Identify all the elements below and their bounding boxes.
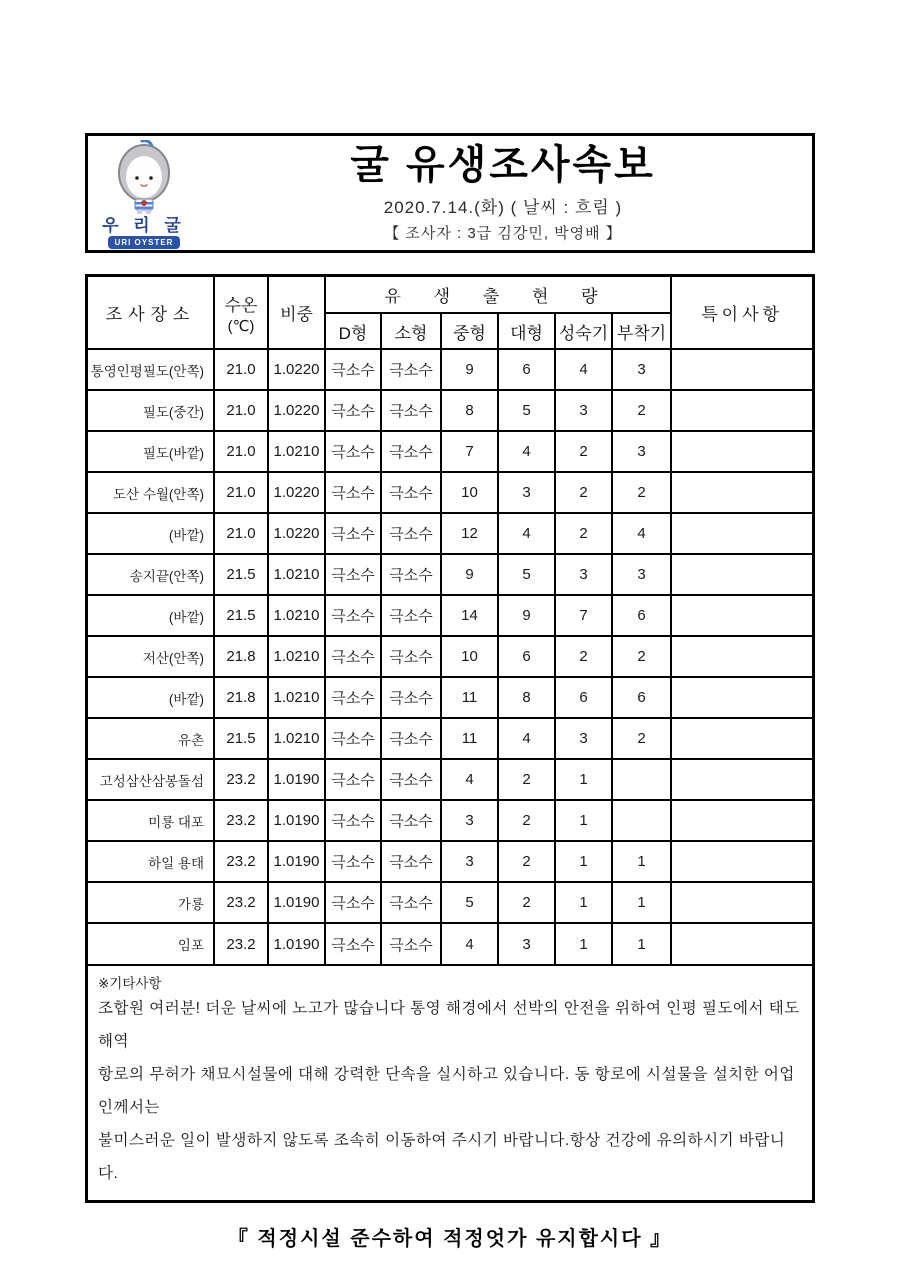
- location-cell: (바깥): [88, 513, 214, 554]
- stage-attach-cell: [612, 800, 671, 841]
- stage-header-d: D형: [325, 313, 381, 349]
- stage-small-cell: 극소수: [381, 636, 441, 677]
- stage-attach-cell: 1: [612, 923, 671, 964]
- location-cell: 하일 용태: [88, 841, 214, 882]
- larvae-group-header: [325, 277, 671, 313]
- table-row: [88, 841, 812, 882]
- report-title-block: [200, 136, 812, 250]
- location-cell: 필도(바깥): [88, 431, 214, 472]
- stage-mature-cell: 1: [555, 882, 612, 923]
- stage-mature-cell: 3: [555, 718, 612, 759]
- stage-large-cell: 3: [498, 472, 555, 513]
- temp-cell: 21.0: [214, 390, 268, 431]
- table-row: [88, 431, 812, 472]
- notes-cell: [671, 800, 812, 841]
- stage-d-cell: 극소수: [325, 431, 381, 472]
- temp-header-label: 수온: [224, 295, 258, 315]
- stage-d-cell: 극소수: [325, 636, 381, 677]
- stage-header-mature: 성숙기: [555, 313, 612, 349]
- stage-medium-cell: 7: [441, 431, 498, 472]
- temp-cell: 21.5: [214, 595, 268, 636]
- location-cell: 가룡: [88, 882, 214, 923]
- stage-d-cell: 극소수: [325, 800, 381, 841]
- table-row: [88, 554, 812, 595]
- stage-large-cell: 2: [498, 882, 555, 923]
- gravity-cell: 1.0220: [268, 390, 325, 431]
- gravity-cell: 1.0210: [268, 636, 325, 677]
- stage-attach-cell: 3: [612, 554, 671, 595]
- table-row: [88, 349, 812, 390]
- stage-header-medium: 중형: [441, 313, 498, 349]
- notes-cell: [671, 923, 812, 964]
- table-row: [88, 513, 812, 554]
- stage-medium-cell: 4: [441, 923, 498, 964]
- notes-line-3: 불미스러운 일이 발생하지 않도록 조속히 이동하여 주시기 바랍니다.항상 건강에 유의하시기 바랍니다.: [98, 1132, 786, 1182]
- stage-small-cell: 극소수: [381, 595, 441, 636]
- stage-large-cell: 3: [498, 923, 555, 964]
- stage-d-cell: 극소수: [325, 759, 381, 800]
- stage-large-cell: 6: [498, 349, 555, 390]
- notes-cell: [671, 595, 812, 636]
- stage-d-cell: 극소수: [325, 472, 381, 513]
- stage-attach-cell: 1: [612, 841, 671, 882]
- gravity-cell: 1.0220: [268, 349, 325, 390]
- stage-medium-cell: 3: [441, 841, 498, 882]
- location-header-label: 조사장소: [105, 305, 196, 324]
- temp-cell: 21.0: [214, 472, 268, 513]
- stage-medium-cell: 3: [441, 800, 498, 841]
- stage-d-cell: 극소수: [325, 595, 381, 636]
- notes-header: [671, 277, 812, 349]
- location-header: [88, 277, 214, 349]
- notes-cell: [671, 882, 812, 923]
- gravity-cell: 1.0210: [268, 554, 325, 595]
- stage-medium-cell: 8: [441, 390, 498, 431]
- temp-cell: 21.8: [214, 677, 268, 718]
- notes-cell: [671, 431, 812, 472]
- notes-cell: [671, 759, 812, 800]
- stage-large-cell: 2: [498, 759, 555, 800]
- stage-small-cell: 극소수: [381, 554, 441, 595]
- gravity-cell: 1.0220: [268, 513, 325, 554]
- temp-cell: 23.2: [214, 882, 268, 923]
- stage-mature-cell: 6: [555, 677, 612, 718]
- stage-attach-cell: 2: [612, 390, 671, 431]
- stage-mature-cell: 1: [555, 800, 612, 841]
- location-cell: 유촌: [88, 718, 214, 759]
- stage-large-cell: 4: [498, 431, 555, 472]
- temp-cell: 21.0: [214, 349, 268, 390]
- stage-medium-cell: 14: [441, 595, 498, 636]
- notes-cell: [671, 554, 812, 595]
- table-row: [88, 636, 812, 677]
- stage-d-cell: 극소수: [325, 349, 381, 390]
- stage-header-large: 대형: [498, 313, 555, 349]
- table-row: [88, 923, 812, 964]
- location-cell: 필도(중간): [88, 390, 214, 431]
- stage-medium-cell: 9: [441, 554, 498, 595]
- temp-cell: 23.2: [214, 800, 268, 841]
- stage-small-cell: 극소수: [381, 800, 441, 841]
- location-cell: 고성삼산삼봉돌섬: [88, 759, 214, 800]
- stage-attach-cell: 2: [612, 636, 671, 677]
- stage-mature-cell: 2: [555, 431, 612, 472]
- location-cell: 도산 수월(안쪽): [88, 472, 214, 513]
- stage-d-cell: 극소수: [325, 390, 381, 431]
- logo-english-label: URI OYSTER: [108, 236, 181, 249]
- stage-mature-cell: 1: [555, 923, 612, 964]
- stage-large-cell: 8: [498, 677, 555, 718]
- notes-cell: [671, 841, 812, 882]
- table-row: [88, 800, 812, 841]
- stage-medium-cell: 12: [441, 513, 498, 554]
- notes-cell: [671, 677, 812, 718]
- stage-mature-cell: 7: [555, 595, 612, 636]
- notes-cell: [671, 636, 812, 677]
- stage-large-cell: 4: [498, 513, 555, 554]
- stage-medium-cell: 11: [441, 718, 498, 759]
- stage-d-cell: 극소수: [325, 677, 381, 718]
- gravity-cell: 1.0220: [268, 472, 325, 513]
- notes-cell: [671, 472, 812, 513]
- larvae-group-label: 유 생 출 현 량: [384, 287, 612, 306]
- temp-cell: 21.8: [214, 636, 268, 677]
- stage-small-cell: 극소수: [381, 431, 441, 472]
- gravity-cell: 1.0190: [268, 800, 325, 841]
- notes-cell: [671, 390, 812, 431]
- table-row: [88, 595, 812, 636]
- temp-unit-label: (℃): [227, 317, 255, 335]
- stage-mature-cell: 1: [555, 759, 612, 800]
- stage-d-cell: 극소수: [325, 718, 381, 759]
- stage-small-cell: 극소수: [381, 472, 441, 513]
- stage-mature-cell: 2: [555, 513, 612, 554]
- gravity-cell: 1.0210: [268, 595, 325, 636]
- stage-large-cell: 2: [498, 841, 555, 882]
- stage-large-cell: 5: [498, 390, 555, 431]
- stage-medium-cell: 11: [441, 677, 498, 718]
- stage-header-small: 소형: [381, 313, 441, 349]
- slogan: 『 적정시설 준수하여 적정엇가 유지합시다 』: [227, 1228, 673, 1250]
- notes-line-1: 조합원 여러분! 더운 날씨에 노고가 많습니다 통영 해경에서 선박의 안전을 위하여 인평 필도에서 태도해역: [98, 1000, 800, 1050]
- stage-attach-cell: 6: [612, 677, 671, 718]
- oyster-mascot-icon: [113, 140, 175, 216]
- table-row: [88, 882, 812, 923]
- temp-cell: 21.5: [214, 718, 268, 759]
- gravity-header: [268, 277, 325, 349]
- stage-large-cell: 5: [498, 554, 555, 595]
- stage-medium-cell: 10: [441, 636, 498, 677]
- table-row: [88, 759, 812, 800]
- temp-cell: 21.5: [214, 554, 268, 595]
- stage-small-cell: 극소수: [381, 718, 441, 759]
- temp-cell: 21.0: [214, 431, 268, 472]
- stage-medium-cell: 5: [441, 882, 498, 923]
- report-header-box: [85, 133, 815, 253]
- notes-cell: [671, 718, 812, 759]
- stage-large-cell: 9: [498, 595, 555, 636]
- table-row: [88, 677, 812, 718]
- stage-attach-cell: 3: [612, 431, 671, 472]
- temp-cell: 23.2: [214, 841, 268, 882]
- location-cell: 미룡 대포: [88, 800, 214, 841]
- stage-mature-cell: 2: [555, 636, 612, 677]
- report-title: 굴 유생조사속보: [350, 143, 656, 187]
- uri-oyster-logo: [88, 136, 200, 250]
- location-cell: 임포: [88, 923, 214, 964]
- notes-section: [88, 964, 812, 1200]
- gravity-cell: 1.0190: [268, 841, 325, 882]
- notes-header-label: 특이사항: [701, 305, 783, 324]
- report-surveyor-line: 【 조사자 : 3급 김강민, 박영배 】: [384, 225, 622, 242]
- stage-attach-cell: 4: [612, 513, 671, 554]
- stage-small-cell: 극소수: [381, 923, 441, 964]
- stage-attach-cell: 1: [612, 882, 671, 923]
- gravity-cell: 1.0190: [268, 759, 325, 800]
- stage-mature-cell: 4: [555, 349, 612, 390]
- stage-medium-cell: 9: [441, 349, 498, 390]
- survey-table-wrap: [85, 274, 815, 1203]
- stage-small-cell: 극소수: [381, 390, 441, 431]
- temp-header: [214, 277, 268, 349]
- table-row: [88, 718, 812, 759]
- stage-large-cell: 2: [498, 800, 555, 841]
- notes-cell: [671, 513, 812, 554]
- stage-small-cell: 극소수: [381, 677, 441, 718]
- stage-small-cell: 극소수: [381, 513, 441, 554]
- stage-attach-cell: 3: [612, 349, 671, 390]
- temp-cell: 23.2: [214, 923, 268, 964]
- stage-d-cell: 극소수: [325, 841, 381, 882]
- stage-medium-cell: 4: [441, 759, 498, 800]
- stage-mature-cell: 1: [555, 841, 612, 882]
- gravity-cell: 1.0190: [268, 923, 325, 964]
- temp-cell: 23.2: [214, 759, 268, 800]
- gravity-cell: 1.0210: [268, 431, 325, 472]
- location-cell: 송지끝(안쪽): [88, 554, 214, 595]
- location-cell: 저산(안쪽): [88, 636, 214, 677]
- notes-cell: [671, 349, 812, 390]
- table-row: [88, 390, 812, 431]
- stage-attach-cell: 2: [612, 718, 671, 759]
- report-page: [85, 133, 815, 1251]
- stage-mature-cell: 3: [555, 554, 612, 595]
- stage-small-cell: 극소수: [381, 759, 441, 800]
- stage-d-cell: 극소수: [325, 513, 381, 554]
- gravity-cell: 1.0210: [268, 718, 325, 759]
- stage-mature-cell: 2: [555, 472, 612, 513]
- table-row: [88, 472, 812, 513]
- stage-attach-cell: 2: [612, 472, 671, 513]
- notes-line-2: 항로의 무허가 채묘시설물에 대해 강력한 단속을 실시하고 있습니다. 동 항로에 시설물을 설치한 어업인께서는: [98, 1066, 795, 1116]
- stage-small-cell: 극소수: [381, 882, 441, 923]
- gravity-cell: 1.0190: [268, 882, 325, 923]
- gravity-header-label: 비중: [280, 305, 313, 324]
- report-date-line: 2020.7.14.(화) ( 날씨 : 흐림 ): [383, 198, 623, 217]
- stage-medium-cell: 10: [441, 472, 498, 513]
- stage-attach-cell: [612, 759, 671, 800]
- logo-korean-label: 우 리 굴: [102, 216, 186, 235]
- location-cell: 통영인평필도(안쪽): [88, 349, 214, 390]
- stage-large-cell: 6: [498, 636, 555, 677]
- stage-small-cell: 극소수: [381, 841, 441, 882]
- gravity-cell: 1.0210: [268, 677, 325, 718]
- survey-table: [88, 277, 812, 964]
- notes-title: ※기타사항: [98, 976, 162, 991]
- stage-header-attach: 부착기: [612, 313, 671, 349]
- stage-mature-cell: 3: [555, 390, 612, 431]
- stage-d-cell: 극소수: [325, 554, 381, 595]
- location-cell: (바깥): [88, 595, 214, 636]
- location-cell: (바깥): [88, 677, 214, 718]
- stage-d-cell: 극소수: [325, 923, 381, 964]
- temp-cell: 21.0: [214, 513, 268, 554]
- stage-d-cell: 극소수: [325, 882, 381, 923]
- stage-attach-cell: 6: [612, 595, 671, 636]
- stage-small-cell: 극소수: [381, 349, 441, 390]
- stage-large-cell: 4: [498, 718, 555, 759]
